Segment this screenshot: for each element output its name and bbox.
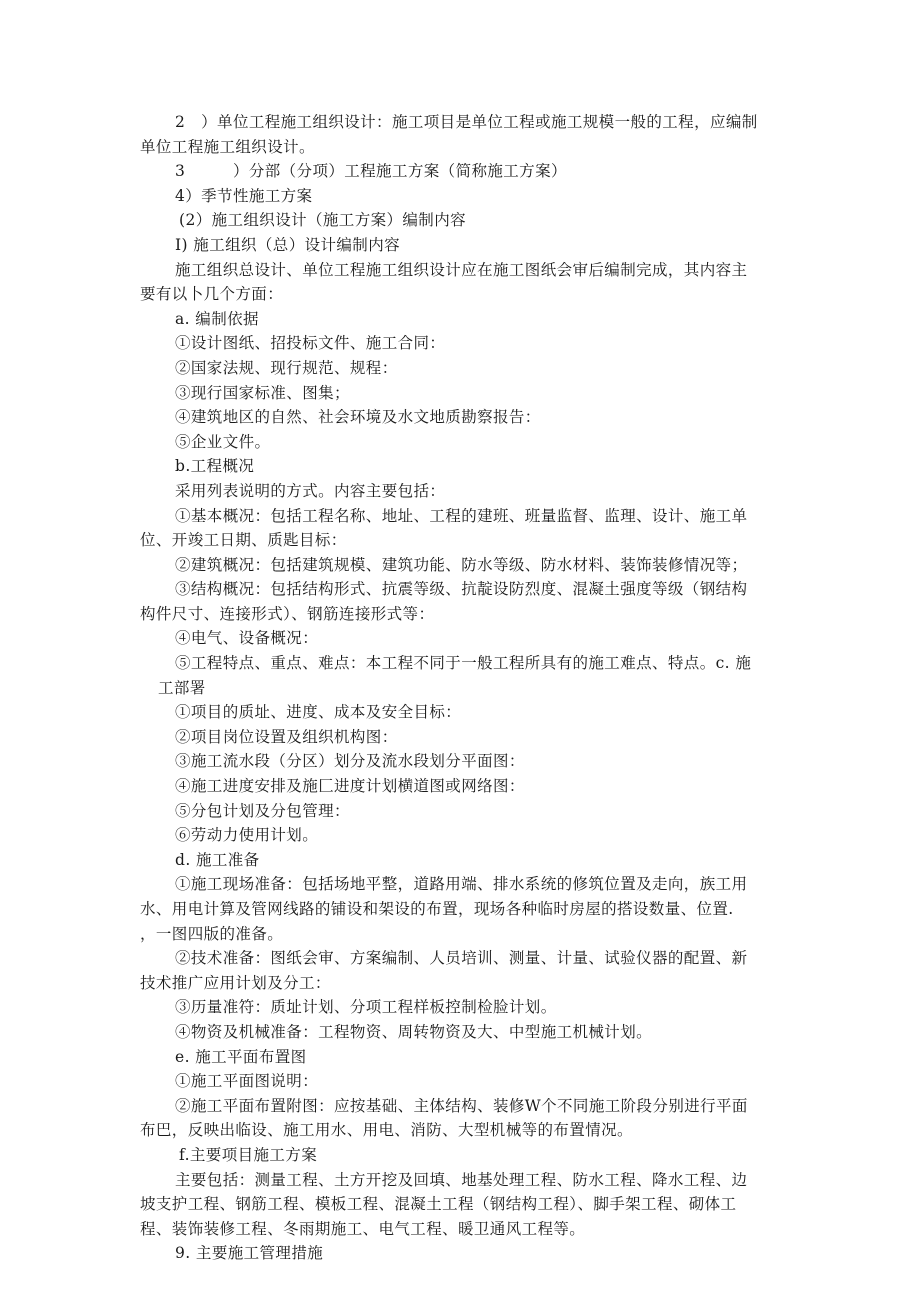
text-line: ，一图四版的准备。 bbox=[140, 924, 284, 943]
list-item: ①基本概况：包括工程名称、地址、工程的建班、班量监督、监理、设计、施工单 bbox=[175, 506, 748, 525]
list-item: ②建筑概况：包括建筑规模、建筑功能、防水等级、防水材料、装饰装修情况等； bbox=[175, 555, 748, 574]
list-item: ①施工平面图说明： bbox=[175, 1072, 319, 1091]
list-item: ④物资及机械准备：工程物资、周转物资及大、中型施工机械计划。 bbox=[175, 1022, 653, 1041]
subsection-heading: f.主要项目施工方案 bbox=[179, 1145, 318, 1164]
list-item: ④建筑地区的自然、社会环境及水文地质勘察报告： bbox=[175, 408, 541, 427]
list-item: ⑤分包计划及分包管理： bbox=[175, 801, 350, 820]
list-item: ②技术准备：图纸会审、方案编制、人员培训、测量、计量、试验仪器的配置、新 bbox=[175, 949, 748, 968]
text-line: 4）季节性施工方案 bbox=[175, 186, 313, 205]
subsection-heading: d. 施工准备 bbox=[175, 850, 260, 869]
text-line: 单位工程施工组织设计。 bbox=[140, 137, 315, 156]
list-item: ①设计图纸、招投标文件、施工合同： bbox=[175, 334, 446, 353]
text-line: 施工组织总设计、单位工程施工组织设计应在施工图纸会审后编制完成，其内容主 bbox=[175, 260, 748, 279]
list-item: ④施工进度安排及施匚进度计划横道图或网络图： bbox=[175, 777, 525, 796]
text-line: 3 ）分部（分项）工程施工方案（简称施工方案） bbox=[175, 162, 567, 181]
text-line: 主要包括：测量工程、土方开挖及回填、地基处理工程、防水工程、降水工程、边 bbox=[175, 1170, 748, 1189]
text-line: 构件尺寸、连接形式）、钢筋连接形式等： bbox=[140, 604, 435, 623]
list-item: ①项目的质址、进度、成本及安全目标： bbox=[175, 703, 462, 722]
text-line: 要有以卜几个方面： bbox=[140, 285, 284, 304]
text-line: 坡支护工程、钢筋工程、模板工程、混凝土工程（钢结构工程）、脚手架工程、砌体工 bbox=[140, 1195, 737, 1214]
text-line: 采用列表说明的方式。内容主要包括： bbox=[175, 481, 446, 500]
list-item: ②项目岗位设置及组织机构图： bbox=[175, 727, 398, 746]
subsection-heading: a. 编制依据 bbox=[175, 309, 259, 328]
list-item: ⑤企业文件。 bbox=[175, 432, 271, 451]
list-item: ②国家法规、现行规范、规程： bbox=[175, 358, 398, 377]
list-item: ③结构概况：包括结构形式、抗震等级、抗靛设防烈度、混凝土强度等级（钢结构 bbox=[175, 580, 748, 599]
text-line: 布巴，反映出临设、施工用水、用电、消防、大型机械等的布置情况。 bbox=[140, 1121, 633, 1140]
text-line: 位、开竣工日期、质匙目标： bbox=[140, 531, 347, 550]
list-item: ①施工现场准备：包括场地平整，道路用端、排水系统的修筑位置及走向，族工用 bbox=[175, 875, 748, 894]
subsection-heading: 9. 主要施工管理措施 bbox=[175, 1244, 324, 1263]
list-item: ③历量准符：质址计划、分项工程样板控制检脸计划。 bbox=[175, 998, 557, 1017]
list-item: ③施工流水段（分区）划分及流水段划分平面图： bbox=[175, 752, 525, 771]
text-line: 2 ）单位工程施工组织设计：施工项目是单位工程或施工规模一般的工程，应编制 bbox=[175, 113, 758, 131]
subsection-heading: e. 施工平面布置图 bbox=[175, 1047, 307, 1066]
subsection-heading: b.工程概况 bbox=[175, 457, 255, 476]
list-item: ③现行国家标准、图集； bbox=[175, 383, 350, 402]
section-heading: I) 施工组织（总）设计编制内容 bbox=[175, 235, 400, 254]
list-item: ⑥劳动力使用计划。 bbox=[175, 826, 319, 845]
text-line: 水、用电计算及管网线路的铺设和架设的布置，现场各种临时房屋的搭设数量、位置. bbox=[140, 900, 734, 918]
text-line: 技术推广应用计划及分工： bbox=[140, 973, 331, 992]
text-line: 程、装饰装修工程、冬雨期施工、电气工程、暖卫通风工程等。 bbox=[140, 1219, 586, 1238]
list-item: ④电气、设备概况： bbox=[175, 629, 319, 648]
list-item: ②施工平面布置附图：应按基础、主体结构、装修W个不同施工阶段分别进行平面 bbox=[175, 1096, 748, 1115]
list-item: ⑤工程特点、重点、难点：本工程不同于一般工程所具有的施工难点、特点。c. 施 bbox=[175, 654, 752, 673]
section-heading: (2）施工组织设计（施工方案）编制内容 bbox=[179, 211, 467, 230]
text-line: 工部署 bbox=[158, 678, 206, 697]
